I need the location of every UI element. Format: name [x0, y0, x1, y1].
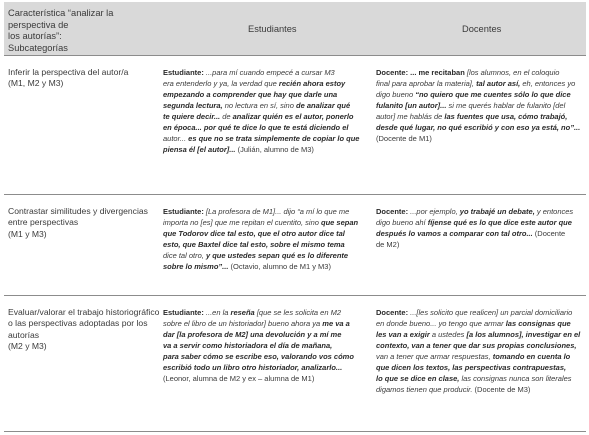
quote-line — [376, 239, 586, 250]
quote-segment: y entonces — [536, 207, 574, 216]
quote-segment: era entenderlo y ya, la verdad que — [163, 79, 279, 88]
category-line: (M1 y M3) — [8, 228, 47, 239]
header-col-subcategories — [8, 8, 158, 54]
quote-segment: [La profesora de M1]... dijo “a mí lo que me — [205, 207, 350, 216]
quote-segment: sobre lo mismo”... — [163, 262, 231, 271]
quote-segment: Docente: — [376, 207, 411, 216]
quote-line — [376, 318, 586, 329]
quote-segment: empezando a comprender que hay que darle una — [163, 90, 338, 99]
category-line: Evaluar/valorar el trabajo historiográfico — [8, 307, 160, 317]
quote-line — [163, 144, 368, 155]
quote-segment: que Todorov dice tal esto, que el otro autor dice tal — [163, 229, 345, 238]
category-line: Inferir la perspectiva del autor/a — [8, 67, 129, 77]
quote-line — [376, 122, 586, 133]
quote-line — [163, 100, 368, 111]
category-line: Contrastar similitudes y divergencias — [8, 206, 148, 216]
row-divider — [4, 194, 586, 195]
quote-segment: fulanito [un autor]... — [376, 101, 449, 110]
quote-segment: ...para mí cuando empecé a cursar M3 — [205, 68, 335, 77]
quote-segment: las consignas que — [505, 319, 571, 328]
quote-segment: Docente: — [376, 308, 411, 317]
quote-segment: de — [222, 112, 233, 121]
quote-segment: final para aprobar la materia], — [376, 79, 477, 88]
quote-segment: de analizar qué — [295, 101, 351, 110]
quote-segment: y que ustedes sepan qué es lo diferente — [205, 251, 349, 260]
quote-line — [163, 329, 368, 340]
quote-segment: autor] me hablás de — [376, 112, 445, 121]
quote-segment: dar [la profesora de M2] una devolución y a mí me — [163, 330, 342, 339]
quote-segment: segunda lectura, — [163, 101, 225, 110]
quote-line — [376, 217, 586, 228]
quote-line — [376, 100, 586, 111]
quote-segment: digo bueno — [376, 90, 416, 99]
row-divider — [4, 55, 586, 56]
quote-segment: tomando en cuenta lo — [492, 352, 571, 361]
quote-segment: lo que se dice en clase, — [376, 374, 462, 383]
quote-line — [163, 261, 368, 272]
quote-segment: analizar quién es el autor, ponerlo — [232, 112, 354, 121]
quote-segment: Estudiante: — [163, 68, 206, 77]
quote-segment: (Octavio, alumno de M1 y M3) — [230, 262, 331, 271]
quote-segment: en donde bueno... yo tengo que armar — [376, 319, 506, 328]
quote-segment: (Docente de M1) — [376, 134, 432, 143]
quote-segment: ...por ejemplo, — [410, 207, 460, 216]
row-3-category — [8, 307, 158, 353]
quote-segment: Docente: ... me recitaban — [376, 68, 467, 77]
quote-segment: tal autor así, — [476, 79, 523, 88]
category-line: autorías — [8, 329, 40, 340]
quote-line — [163, 239, 368, 250]
quote-segment: van a tener que armar respuestas, — [376, 352, 493, 361]
category-line: o las perspectivas adoptadas por los — [8, 318, 148, 329]
category-line: entre perspectivas — [8, 217, 79, 228]
quote-segment: (Julián, alumno de M3) — [237, 145, 314, 154]
quote-segment: ...[les solicito que realicen] un parcial domiciliario — [410, 308, 573, 317]
category-line: (M1, M2 y M3) — [8, 78, 64, 89]
quote-line — [163, 307, 368, 318]
quote-segment: eh, entonces yo — [522, 79, 576, 88]
row-3-teacher-quote — [376, 307, 586, 395]
quote-segment: digamos tienen que producir. — [376, 385, 475, 394]
quote-segment: [que se les solicita en M2 — [256, 308, 342, 317]
quote-segment: si me querés hablar de fulanito [del — [448, 101, 566, 110]
quote-line — [163, 133, 368, 144]
header-line: Característica “analizar la perspectiva de — [8, 8, 114, 30]
quote-segment: (Leonor, alumna de M2 y ex – alumna de M1) — [163, 374, 315, 383]
quote-line — [376, 373, 586, 384]
category-line: (M2 y M3) — [8, 341, 47, 352]
quote-line — [163, 78, 368, 89]
quote-segment: que sepan — [321, 218, 359, 227]
quote-line — [163, 122, 368, 133]
quote-segment: ...en la — [205, 308, 231, 317]
quote-segment: sobre el libro de un historiador] bueno ahora ya — [163, 319, 323, 328]
quote-segment: importa no [es] que me repitan el cuentito, sino — [163, 218, 322, 227]
quote-segment: fíjense qué es lo que dice este autor que — [427, 218, 572, 227]
quote-segment: no lectura en sí, sino — [224, 101, 296, 110]
quote-line — [163, 362, 368, 373]
quote-line — [163, 373, 368, 384]
quote-line — [376, 133, 586, 144]
quote-line — [376, 89, 586, 100]
quote-line — [376, 340, 586, 351]
row-1-teacher-quote — [376, 67, 586, 144]
quote-segment: digo bueno ahí — [376, 218, 428, 227]
quote-line — [163, 351, 368, 362]
quote-segment: Estudiante: — [163, 308, 206, 317]
row-1-category — [8, 67, 158, 90]
quote-segment: desde qué lugar, no qué escribió y con eso ya está, no”... — [376, 123, 581, 132]
quote-segment: (Docente de M3) — [474, 385, 531, 394]
row-1-student-quote — [163, 67, 368, 155]
quote-segment: a ustedes — [431, 330, 467, 339]
row-2-category — [8, 206, 158, 240]
quote-line — [163, 217, 368, 228]
quote-segment: autor... — [163, 134, 189, 143]
quote-segment: que dicen los textos, las perspectivas contrapuestas, — [376, 363, 567, 372]
quote-line — [376, 206, 586, 217]
quote-segment: dice tal otro, — [163, 251, 206, 260]
quote-segment: de M2) — [376, 240, 400, 249]
quote-segment: [a los alumnos], investigar en el — [466, 330, 581, 339]
quote-segment: después lo vamos a comparar con tal otro... — [376, 229, 535, 238]
quote-line — [376, 78, 586, 89]
row-3-student-quote — [163, 307, 368, 384]
table-header — [4, 2, 586, 55]
quote-line — [376, 67, 586, 78]
quote-segment: reseña — [230, 308, 257, 317]
quote-segment: [los alumnos, en el coloquio — [466, 68, 560, 77]
quote-line — [376, 362, 586, 373]
quote-segment: Estudiante: — [163, 207, 206, 216]
header-col-students: Estudiantes — [248, 24, 297, 34]
quote-segment: te quiere decir... — [163, 112, 223, 121]
quote-segment: piensa él [el autor]... — [163, 145, 238, 154]
quote-segment: para saber cómo se escribe eso, valorando vos cómo — [163, 352, 354, 361]
quote-segment: escribió todo un libro otro historiador, analizarlo... — [163, 363, 343, 372]
header-line: los autorías”: — [8, 31, 62, 41]
quote-segment: las consignas nunca son literales — [461, 374, 572, 383]
quote-line — [163, 67, 368, 78]
quote-line — [376, 329, 586, 340]
quote-segment: yo trabajé un debate, — [459, 207, 537, 216]
quote-segment: esto, que Baxtel dice tal esto, sobre el mismo tema — [163, 240, 345, 249]
quote-line — [163, 228, 368, 239]
quote-line — [376, 351, 586, 362]
comparison-table — [4, 2, 586, 432]
quote-segment: recién ahora estoy — [278, 79, 346, 88]
quote-segment: “no quiero que me cuentes sólo lo que dice — [415, 90, 571, 99]
quote-segment: es que no se trata simplemente de copiar lo que — [188, 134, 360, 143]
row-2-student-quote — [163, 206, 368, 272]
header-line: Subcategorías — [8, 42, 68, 53]
quote-line — [163, 111, 368, 122]
quote-line — [163, 318, 368, 329]
quote-line — [163, 89, 368, 100]
quote-segment: en época... por qué te dice lo que te está diciendo el — [163, 123, 349, 132]
quote-segment: (Docente — [534, 229, 566, 238]
quote-line — [376, 307, 586, 318]
header-col-teachers: Docentes — [462, 24, 502, 34]
quote-segment: contexto, van a tener que dar sus propias conclusiones, — [376, 341, 577, 350]
quote-segment: va a servir como historiadora el día de mañana, — [163, 341, 333, 350]
quote-line — [163, 340, 368, 351]
quote-line — [163, 206, 368, 217]
quote-line — [376, 111, 586, 122]
row-2-teacher-quote — [376, 206, 586, 250]
quote-segment: me va a — [322, 319, 350, 328]
row-divider — [4, 295, 586, 296]
row-divider — [4, 431, 586, 432]
quote-segment: les van a exigir — [376, 330, 432, 339]
quote-segment: las fuentes que usa, cómo trabajó, — [444, 112, 568, 121]
quote-line — [376, 228, 586, 239]
quote-line — [376, 384, 586, 395]
quote-line — [163, 250, 368, 261]
